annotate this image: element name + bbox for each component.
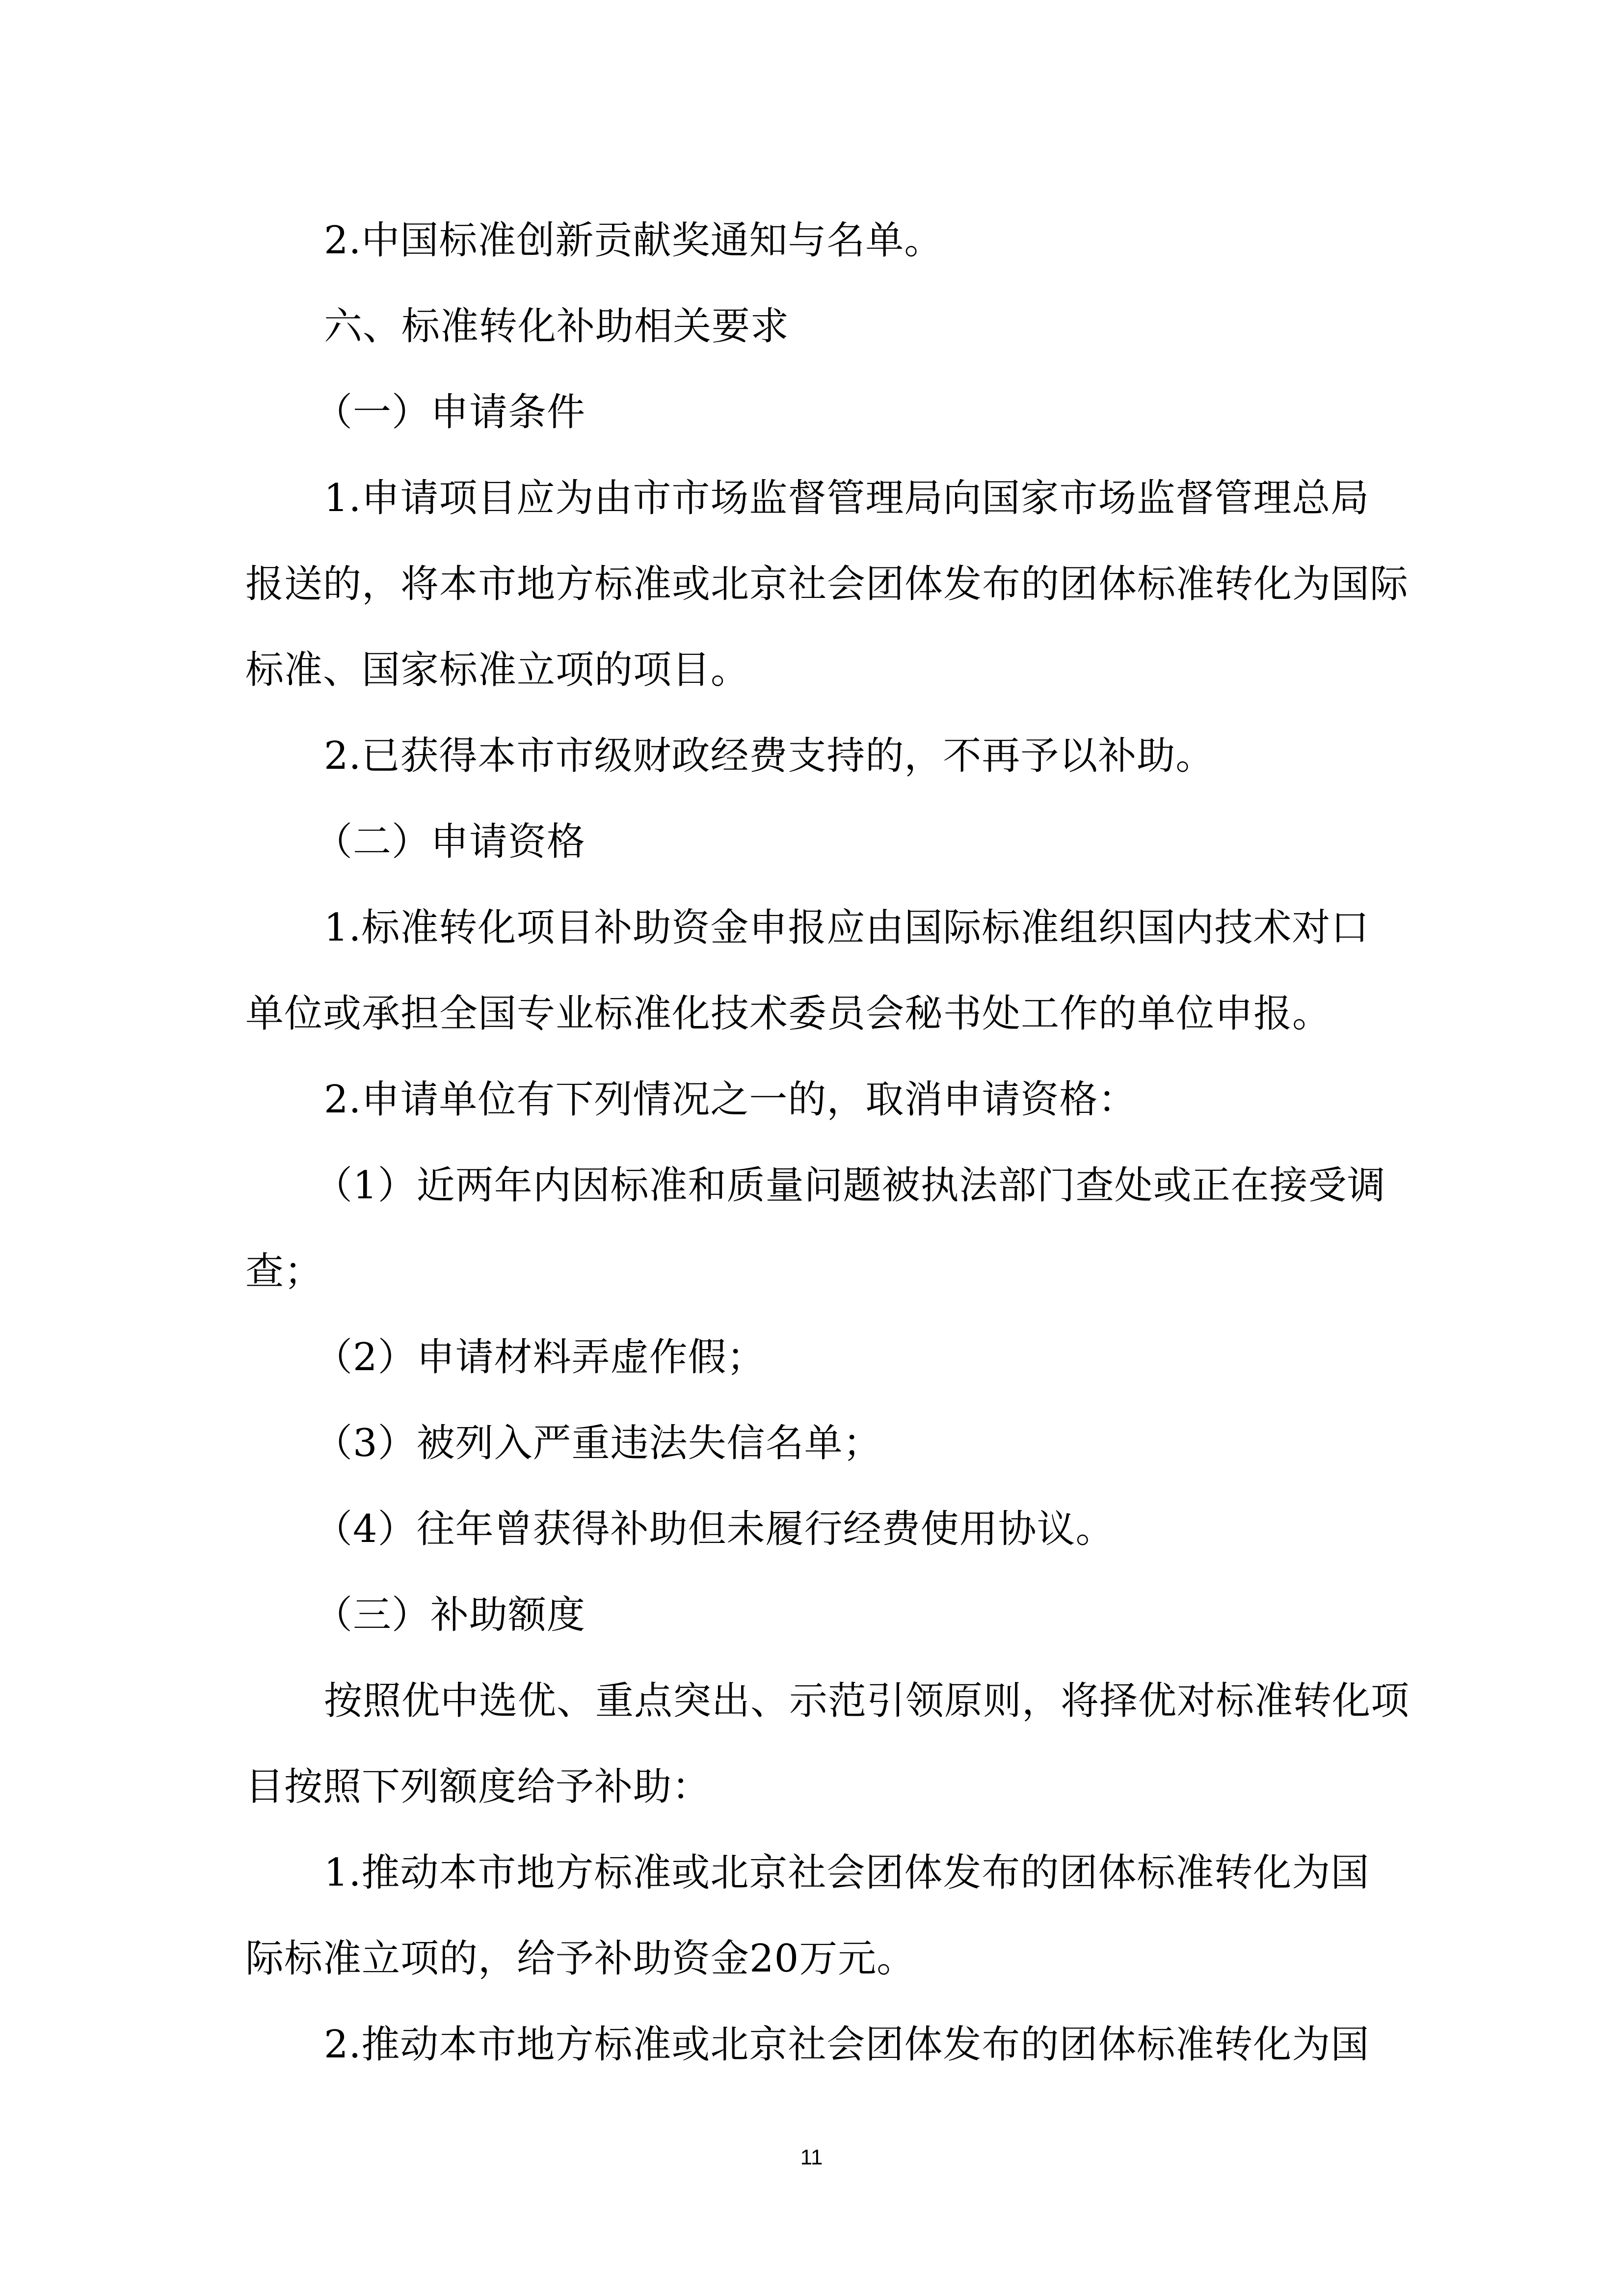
section-heading: 六、标准转化补助相关要求 bbox=[324, 304, 790, 349]
text-line: 单位或承担全国专业标准化技术委员会秘书处工作的单位申报。 bbox=[245, 992, 1331, 1036]
text-line: 报送的，将本市地方标准或北京社会团体发布的团体标准转化为国际 bbox=[245, 562, 1409, 606]
subsection-heading: （三）补助额度 bbox=[314, 1593, 586, 1637]
text-line: （3）被列入严重违法失信名单； bbox=[314, 1421, 882, 1465]
text-line: 查； bbox=[245, 1249, 323, 1294]
text-line: 2.中国标准创新贡献奖通知与名单。 bbox=[324, 218, 943, 263]
page-number: 11 bbox=[800, 2145, 823, 2169]
text-line: 1.推动本市地方标准或北京社会团体发布的团体标准转化为国 bbox=[324, 1851, 1370, 1895]
text-line: 2.申请单位有下列情况之一的，取消申请资格： bbox=[324, 1078, 1137, 1122]
text-line: 际标准立项的，给予补助资金20万元。 bbox=[245, 1937, 916, 1981]
subsection-heading: （一）申请条件 bbox=[314, 390, 586, 434]
text-line: 1.标准转化项目补助资金申报应由国际标准组织国内技术对口 bbox=[324, 906, 1370, 950]
text-line: 标准、国家标准立项的项目。 bbox=[245, 648, 750, 692]
text-line: 2.已获得本市市级财政经费支持的，不再予以补助。 bbox=[324, 734, 1215, 778]
text-line: 按照优中选优、重点突出、示范引领原则，将择优对标准转化项 bbox=[324, 1679, 1410, 1723]
text-line: （4）往年曾获得补助但未履行经费使用协议。 bbox=[314, 1507, 1115, 1551]
text-line: 目按照下列额度给予补助： bbox=[245, 1765, 711, 1809]
subsection-heading: （二）申请资格 bbox=[314, 820, 586, 864]
text-line: （1）近两年内因标准和质量问题被执法部门查处或正在接受调 bbox=[314, 1163, 1386, 1208]
text-line: 1.申请项目应为由市市场监督管理局向国家市场监督管理总局 bbox=[324, 476, 1370, 520]
text-line: （2）申请材料弄虚作假； bbox=[314, 1335, 766, 1379]
text-line: 2.推动本市地方标准或北京社会团体发布的团体标准转化为国 bbox=[324, 2023, 1370, 2067]
